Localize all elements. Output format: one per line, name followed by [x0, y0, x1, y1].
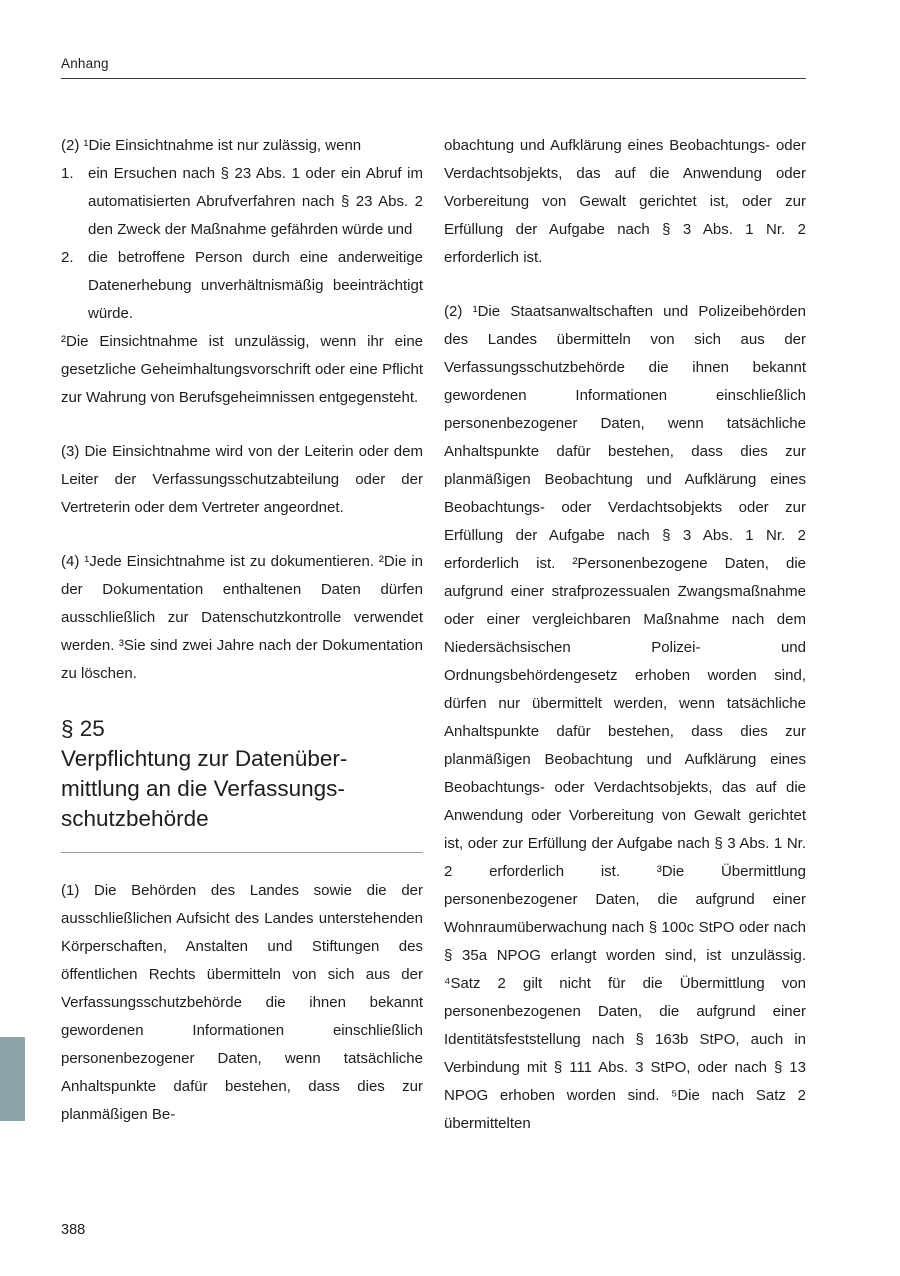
heading-line: Verpflichtung zur Datenüber- — [61, 746, 348, 771]
heading-line: schutzbehörde — [61, 806, 209, 831]
list-item — [61, 160, 423, 244]
list-item-marker: 2. — [61, 249, 74, 266]
paragraph: (3) Die Einsichtnahme wird von der Leiterin oder dem Leiter der Verfassungsschutzabteilung oder der Vertreterin oder dem Vertreter angeordnet. — [61, 443, 423, 516]
text-columns — [61, 132, 806, 1204]
paragraph: ²Die Einsichtnahme ist unzulässig, wenn ihr eine gesetzliche Geheimhaltungsvorschrift oder eine Pflicht zur Wahrung von Berufsgeheimnissen entgegensteht. — [61, 333, 423, 406]
paragraph: (2) ¹Die Staatsanwaltschaften und Polizeibehörden des Landes übermitteln von sich aus der Verfassungsschutzbehörde die ihnen bekannt gewordenen Informationen einschließlich personenbezogener Daten, wenn tatsächliche Anhaltspunkte dafür bestehen, dass dies zur planmäßigen Beobachtung und Aufklärung eines Beobachtungs- oder Verdachtsobjekts oder zur Erfüllung der Aufgabe nach § 3 Abs. 1 Nr. 2 erforderlich ist. ²Personenbezogene Daten, die aufgrund einer strafprozessualen Zwangsmaßnahme oder einer vergleichbaren Maßnahme nach dem Niedersächsischen Polizei- und Ordnungsbehördengesetz erhoben worden sind, dürfen nur übermittelt werden, wenn tatsächliche Anhaltspunkte dafür bestehen, dass dies zur planmäßigen Beobachtung und Aufklärung eines Beobachtungs- oder Verdachtsobjekts, das auf die Anwendung oder Vorbereitung von Gewalt gerichtet ist, oder zur Erfüllung der Aufgabe nach § 3 Abs. 1 Nr. 2 erforderlich ist. ³Die Übermittlung personenbezogener Daten, die aufgrund einer Wohnraumüberwachung nach § 100c StPO oder nach § 35a NPOG erlangt worden sind, ist unzulässig. ⁴Satz 2 gilt nicht für die Übermittlung von personenbezogenen Daten, die aufgrund einer Identitätsfeststellung nach § 163b StPO, auch in Verbindung mit § 111 Abs. 3 StPO, oder nach § 13 NPOG erhoben worden sind. ⁵Die nach Satz 2 übermittelten — [444, 303, 806, 1132]
section-heading — [61, 714, 423, 834]
header-rule — [61, 78, 806, 79]
paragraph: obachtung und Aufklärung eines Beobachtungs- oder Verdachtsobjekts, das auf die Anwendung oder Vorbereitung von Gewalt gerichtet ist, oder zur Erfüllung der Aufgabe nach § 3 Abs. 1 Nr. 2 erforderlich ist. — [444, 137, 806, 266]
paragraph: (4) ¹Jede Einsichtnahme ist zu dokumentieren. ²Die in der Dokumentation enthaltenen Daten dürfen ausschließlich zur Datenschutzkontrolle verwendet werden. ³Sie sind zwei Jahre nach der Dokumentation zu löschen. — [61, 553, 423, 682]
text-column-left — [61, 132, 423, 1204]
page-number: 388 — [61, 1222, 86, 1238]
text-column-right — [444, 132, 806, 1204]
list-item-text: ein Ersuchen nach § 23 Abs. 1 oder ein Abruf im automatisierten Abrufverfahren nach § 23 Abs. 2 den Zweck der Maßnahme gefährden würde und — [88, 165, 423, 238]
thumb-index-tab — [0, 1037, 25, 1121]
list-item-text: die betroffene Person durch eine anderweitige Datenerhebung unverhältnismäßig beeinträchtigt würde. — [88, 249, 423, 322]
running-header: Anhang — [61, 56, 109, 71]
paragraph: (1) Die Behörden des Landes sowie die der ausschließlichen Aufsicht des Landes unterstehenden Körperschaften, Anstalten und Stiftungen des öffentlichen Rechts übermitteln von sich aus der Verfassungsschutzbehörde die ihnen bekannt gewordenen Informationen einschließlich personenbezogener Daten, wenn tatsächliche Anhaltspunkte dafür bestehen, dass dies zur planmäßigen Be- — [61, 882, 423, 1123]
list-item-marker: 1. — [61, 165, 74, 182]
paragraph: (2) ¹Die Einsichtnahme ist nur zulässig, wenn — [61, 137, 362, 154]
heading-rule — [61, 852, 423, 853]
list-item — [61, 244, 423, 328]
heading-line: § 25 — [61, 716, 105, 741]
heading-line: mittlung an die Verfassungs- — [61, 776, 345, 801]
